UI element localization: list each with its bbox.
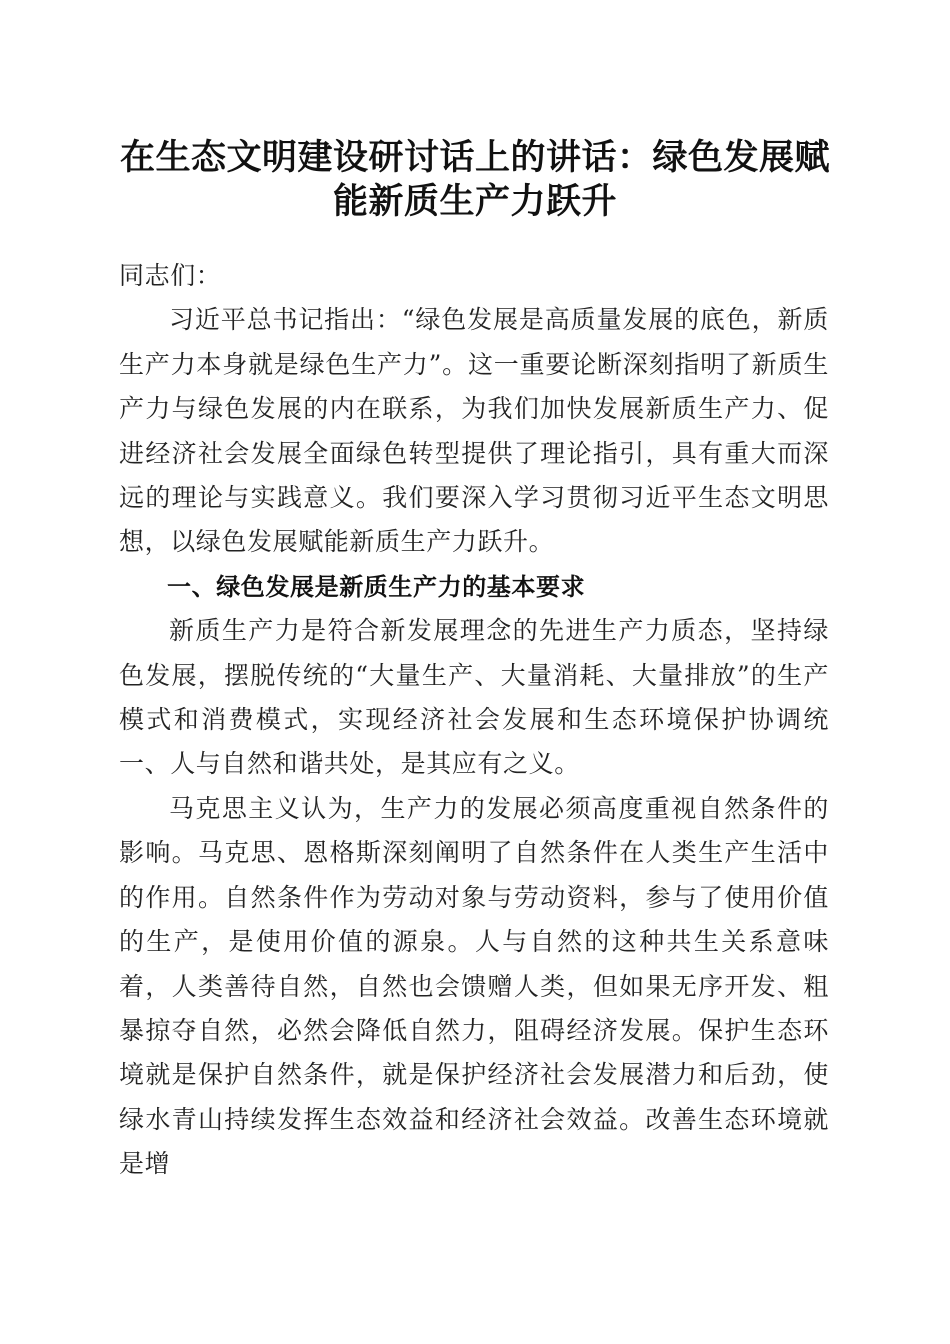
salutation: 同志们： [119, 261, 222, 290]
title-line-2: 能新质生产力跃升 [332, 181, 617, 222]
document-title [110, 136, 840, 224]
section-heading-1: 一、绿色发展是新质生产力的基本要求 [167, 572, 586, 601]
title-line-1: 在生态文明建设研讨话上的讲话：绿色发展赋 [119, 137, 830, 178]
paragraph-marxism: 马克思主义认为，生产力的发展必须高度重视自然条件的影响。马克思、恩格斯深刻阐明了自然条件在人类生产生活中的作用。自然条件作为劳动对象与劳动资料，参与了使用价值的生产，是使用价值的源泉。人与自然的这种共生关系意味着，人类善待自然，自然也会馈赠人类，但如果无序开发、粗暴掠夺自然，必然会降低自然力，阻碍经济发展。保护生态环境就是保护自然条件，就是保护经济社会发展潜力和后劲，使绿水青山持续发挥生态效益和经济社会效益。改善生态环境就是增 [119, 793, 829, 1179]
paragraph-intro: 习近平总书记指出：“绿色发展是高质量发展的底色，新质生产力本身就是绿色生产力”。这一重要论断深刻指明了新质生产力与绿色发展的内在联系，为我们加快发展新质生产力、促进经济社会发展全面绿色转型提供了理论指引，具有重大而深远的理论与实践意义。我们要深入学习贯彻习近平生态文明思想，以绿色发展赋能新质生产力跃升。 [119, 305, 829, 557]
paragraph-green-development: 新质生产力是符合新发展理念的先进生产力质态，坚持绿色发展，摆脱传统的“大量生产、大量消耗、大量排放”的生产模式和消费模式，实现经济社会发展和生态环境保护协调统一、人与自然和谐共处，是其应有之义。 [119, 616, 829, 779]
document-body [119, 254, 829, 1187]
